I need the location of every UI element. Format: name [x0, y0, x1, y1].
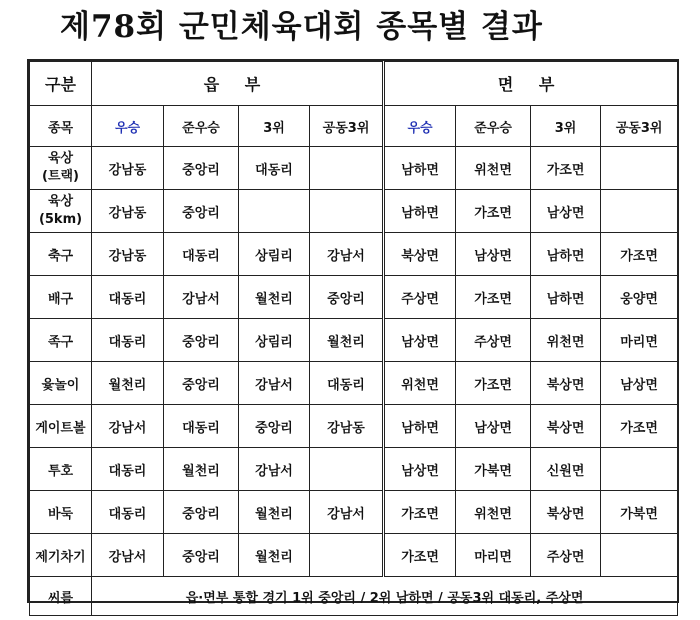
eup-result-cell: 강남서: [92, 405, 164, 448]
eup-result-cell: 중앙리: [164, 190, 239, 233]
category-header: 구분: [30, 62, 92, 106]
myeon-result-cell: 주상면: [531, 534, 601, 577]
myeon-result-cell: 마리면: [456, 534, 531, 577]
ssireum-result: 읍·면부 통합 경기 1위 중앙리 / 2위 남하면 / 공동3위 대동리, 주상면: [92, 577, 678, 616]
eup-third-header: 3위: [239, 106, 310, 147]
eup-result-cell: 강남서: [164, 276, 239, 319]
eup-result-cell: 중앙리: [164, 491, 239, 534]
eup-result-cell: 중앙리: [164, 534, 239, 577]
event-name: 바둑: [30, 491, 92, 534]
eup-result-cell: 강남서: [239, 362, 310, 405]
myeon-result-cell: 가조면: [531, 147, 601, 190]
eup-result-cell: 중앙리: [164, 362, 239, 405]
myeon-result-cell: 가조면: [384, 534, 456, 577]
eup-result-cell: 강남서: [310, 233, 384, 276]
table-row: [30, 147, 678, 190]
eup-result-cell: 중앙리: [164, 147, 239, 190]
eup-result-cell: [310, 448, 384, 491]
eup-result-cell: 월천리: [310, 319, 384, 362]
eup-result-cell: 월천리: [164, 448, 239, 491]
myeon-result-cell: 북상면: [531, 362, 601, 405]
eup-result-cell: [310, 534, 384, 577]
myeon-result-cell: 가조면: [456, 276, 531, 319]
eup-result-cell: 강남서: [310, 491, 384, 534]
myeon-result-cell: 남하면: [384, 190, 456, 233]
eup-result-cell: 상림리: [239, 233, 310, 276]
subheader-row: [30, 106, 678, 147]
myeon-result-cell: 가조면: [601, 233, 678, 276]
eup-result-cell: 월천리: [92, 362, 164, 405]
eup-winner-header: 우승: [92, 106, 164, 147]
page-title: 제78회 군민체육대회 종목별 결과: [60, 9, 543, 45]
myeon-result-cell: 남하면: [384, 405, 456, 448]
myeon-result-cell: 남상면: [456, 405, 531, 448]
myeon-result-cell: 위천면: [456, 147, 531, 190]
myeon-result-cell: [601, 190, 678, 233]
results-table-frame: [27, 59, 679, 606]
myeon-result-cell: 마리면: [601, 319, 678, 362]
event-name: 축구: [30, 233, 92, 276]
myeon-result-cell: 가조면: [601, 405, 678, 448]
event-name: 씨름: [30, 577, 92, 616]
myeon-result-cell: 주상면: [384, 276, 456, 319]
myeon-result-cell: 북상면: [531, 491, 601, 534]
event-name: 육상 (5km): [30, 190, 92, 233]
table-row: [30, 362, 678, 405]
myeon-result-cell: 가조면: [456, 362, 531, 405]
eup-result-cell: 중앙리: [310, 276, 384, 319]
myeon-result-cell: [601, 448, 678, 491]
eup-result-cell: 월천리: [239, 534, 310, 577]
header-row: [30, 62, 678, 106]
eup-runnerup-header: 준우승: [164, 106, 239, 147]
eup-result-cell: 강남동: [92, 190, 164, 233]
eup-result-cell: 강남서: [239, 448, 310, 491]
event-name: 족구: [30, 319, 92, 362]
event-name: 육상 (트랙): [30, 147, 92, 190]
eup-result-cell: 대동리: [239, 147, 310, 190]
table-row: [30, 534, 678, 577]
eup-header: 읍 부: [92, 62, 384, 106]
table-row: [30, 276, 678, 319]
event-name: 투호: [30, 448, 92, 491]
eup-result-cell: 대동리: [310, 362, 384, 405]
eup-joint-third-header: 공동3위: [310, 106, 384, 147]
myeon-result-cell: 남상면: [531, 190, 601, 233]
myeon-result-cell: 가조면: [456, 190, 531, 233]
table-row: [30, 491, 678, 534]
results-table: [29, 61, 678, 616]
myeon-result-cell: 가북면: [456, 448, 531, 491]
eup-result-cell: 대동리: [164, 233, 239, 276]
myeon-result-cell: [601, 534, 678, 577]
myeon-joint-third-header: 공동3위: [601, 106, 678, 147]
myeon-result-cell: 남상면: [384, 319, 456, 362]
myeon-result-cell: 위천면: [456, 491, 531, 534]
myeon-winner-header: 우승: [384, 106, 456, 147]
eup-result-cell: 대동리: [92, 276, 164, 319]
myeon-result-cell: 남하면: [531, 276, 601, 319]
table-row: [30, 233, 678, 276]
myeon-result-cell: 위천면: [384, 362, 456, 405]
myeon-result-cell: 북상면: [531, 405, 601, 448]
ssireum-row: [30, 577, 678, 616]
myeon-result-cell: 신원면: [531, 448, 601, 491]
eup-result-cell: 월천리: [239, 491, 310, 534]
myeon-runnerup-header: 준우승: [456, 106, 531, 147]
myeon-result-cell: 남상면: [601, 362, 678, 405]
myeon-result-cell: 남상면: [384, 448, 456, 491]
myeon-result-cell: 남상면: [456, 233, 531, 276]
myeon-header: 면 부: [384, 62, 678, 106]
event-name: 게이트볼: [30, 405, 92, 448]
myeon-result-cell: 위천면: [531, 319, 601, 362]
table-row: [30, 319, 678, 362]
eup-result-cell: 강남동: [310, 405, 384, 448]
event-name: 배구: [30, 276, 92, 319]
myeon-result-cell: 주상면: [456, 319, 531, 362]
eup-result-cell: 월천리: [239, 276, 310, 319]
eup-result-cell: 대동리: [164, 405, 239, 448]
myeon-result-cell: [601, 147, 678, 190]
myeon-result-cell: 남하면: [384, 147, 456, 190]
eup-result-cell: 강남서: [92, 534, 164, 577]
myeon-result-cell: 웅양면: [601, 276, 678, 319]
eup-result-cell: 강남동: [92, 147, 164, 190]
eup-result-cell: [239, 190, 310, 233]
event-name: 윷놀이: [30, 362, 92, 405]
eup-result-cell: 중앙리: [164, 319, 239, 362]
event-header: 종목: [30, 106, 92, 147]
event-name: 제기차기: [30, 534, 92, 577]
myeon-result-cell: 가북면: [601, 491, 678, 534]
eup-result-cell: [310, 190, 384, 233]
eup-result-cell: 대동리: [92, 491, 164, 534]
table-row: [30, 405, 678, 448]
table-row: [30, 190, 678, 233]
eup-result-cell: 중앙리: [239, 405, 310, 448]
table-row: [30, 448, 678, 491]
myeon-third-header: 3위: [531, 106, 601, 147]
myeon-result-cell: 가조면: [384, 491, 456, 534]
myeon-result-cell: 남하면: [531, 233, 601, 276]
eup-result-cell: 대동리: [92, 319, 164, 362]
eup-result-cell: 대동리: [92, 448, 164, 491]
eup-result-cell: 강남동: [92, 233, 164, 276]
eup-result-cell: [310, 147, 384, 190]
eup-result-cell: 상림리: [239, 319, 310, 362]
myeon-result-cell: 북상면: [384, 233, 456, 276]
